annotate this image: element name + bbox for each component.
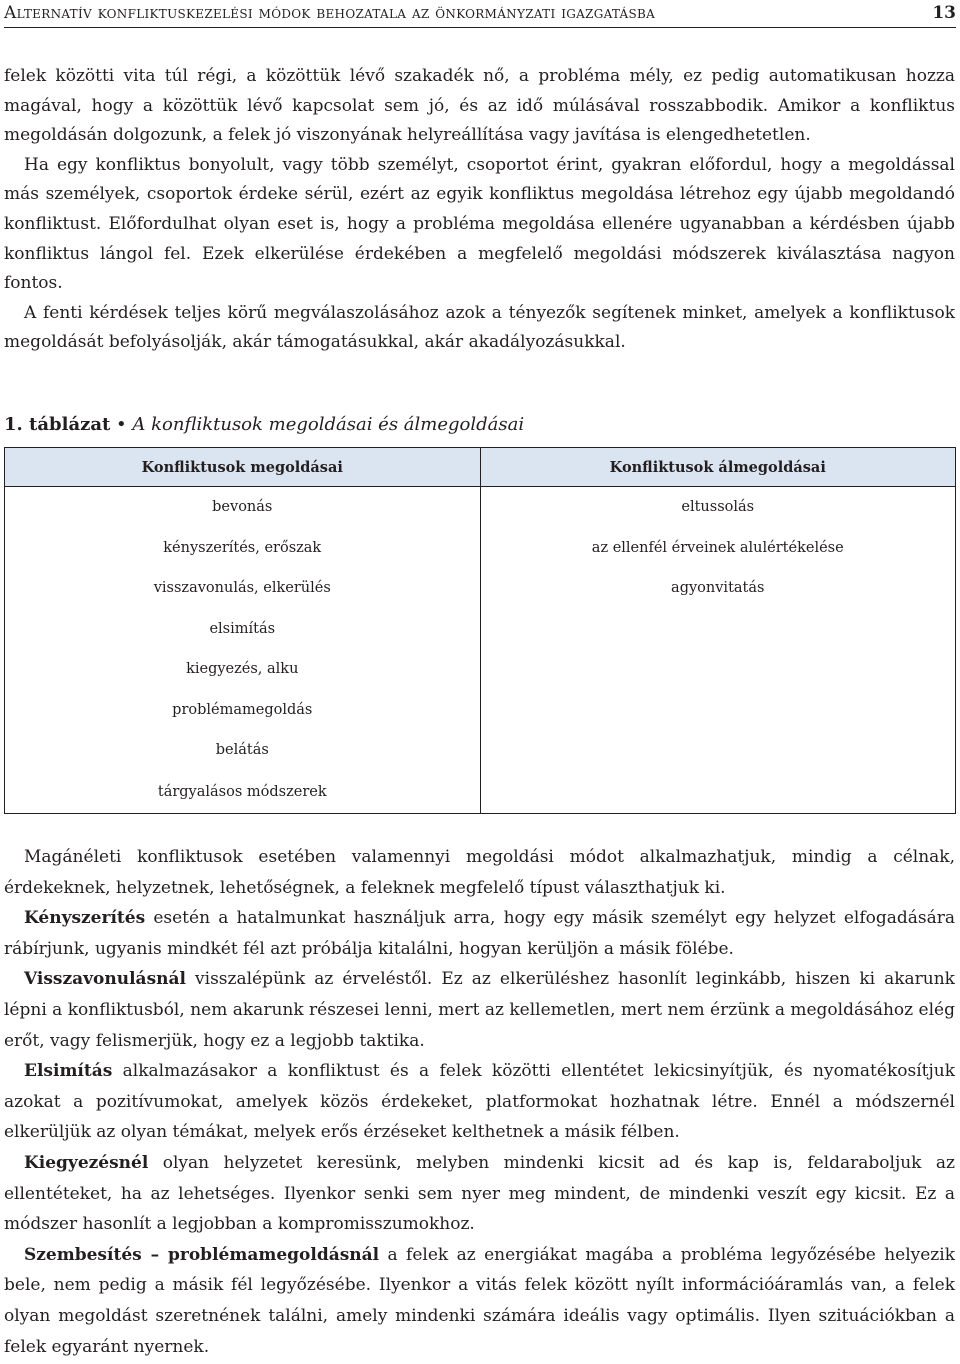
table-cell (480, 649, 956, 690)
table-cell: tárgyalásos módszerek (5, 771, 481, 814)
table-row (5, 649, 956, 690)
term-withdrawal: Visszavonulásnál (24, 969, 186, 990)
term-smoothing: Elsimítás (24, 1061, 113, 1082)
page-header (4, 0, 956, 28)
paragraph (4, 903, 955, 964)
paragraph-text: a felek az energiákat magába a probléma legyőzésébe helyezik bele, nem pedig a másik fél legyőzésébe. Ilyenkor a vitás felek között nyílt információáramlás van, a felek olyan megoldást szeretnének találni, amely mindenki számára ideális vagy optimális. Ilyen szituációkban a felek egyaránt nyernek. (4, 1244, 955, 1357)
table-header-row (5, 448, 956, 487)
paragraph-text: alkalmazásakor a konfliktust és a felek közötti ellentétet lekicsinyítjük, és nyomatékosítjuk azokat a pozitívumokat, amelyek közös érdekeket, platformokat hozhatnak létre. Ennél a módszernél elkerüljük az olyan témákat, melyek erős érzéseket kelthetnek a másik félben. (4, 1061, 955, 1143)
table-caption (4, 414, 524, 435)
table-cell: az ellenfél érveinek alulértékelése (480, 528, 956, 569)
table-row (5, 568, 956, 609)
term-coercion: Kényszerítés (24, 908, 146, 929)
table-cell (480, 609, 956, 650)
running-title: Alternatív konfliktuskezelési módok behozatala az önkormányzati igazgatásba (4, 3, 656, 23)
table-row (5, 528, 956, 569)
table-cell: problémamegoldás (5, 690, 481, 731)
term-compromise: Kiegyezésnél (24, 1152, 149, 1173)
table-caption-label: 1. táblázat (4, 414, 111, 435)
paragraph: Ha egy konfliktus bonyolult, vagy több személyt, csoportot érint, gyakran előfordul, hogy a megoldással más személyek, csoportok érdeke sérül, ezért az egyik konfliktus megoldása létrehoz egy újabb megoldandó konfliktust. Előfordulhat olyan eset is, hogy a probléma megoldása ellenére ugyanabban a kérdésben újabb konfliktus lángol fel. Ezek elkerülése érdekében a megfelelő megoldási módszerek kiválasztása nagyon fontos. (4, 154, 955, 294)
intro-text-block (4, 62, 955, 358)
paragraph-text: esetén a hatalmunkat használjuk arra, hogy egy másik személyt egy helyzet elfogadására rábírjunk, ugyanis mindkét fél azt próbálja kitalálni, hogyan kerüljön a másik fölébe. (4, 908, 955, 959)
table-cell: visszavonulás, elkerülés (5, 568, 481, 609)
methods-text-block (4, 842, 955, 1362)
table-row (5, 771, 956, 814)
table-row (5, 487, 956, 528)
table-cell (480, 690, 956, 731)
paragraph-text: olyan helyzetet keresünk, melyben mindenki kicsit ad és kap is, feldaraboljuk az ellentéteket, ha az lehetséges. Ilyenkor senki sem nyer meg mindent, de mindenki veszít egy kicsit. Ez a módszer hasonlít a legjobban a kompromisszumokhoz. (4, 1152, 955, 1235)
table-row (5, 730, 956, 771)
paragraph (4, 1240, 955, 1362)
paragraph (4, 964, 955, 1056)
page-number: 13 (932, 3, 956, 23)
table-cell: eltussolás (480, 487, 956, 528)
table-row (5, 609, 956, 650)
paragraph (4, 842, 955, 903)
table-cell: belátás (5, 730, 481, 771)
table-cell (480, 730, 956, 771)
table-row (5, 690, 956, 731)
caption-separator: • (110, 414, 133, 435)
term-confrontation: Szembesítés – problémamegoldásnál (24, 1244, 380, 1265)
table-cell: kényszerítés, erőszak (5, 528, 481, 569)
column-header-pseudo-solutions: Konfliktusok álmegoldásai (480, 448, 956, 487)
table-cell: kiegyezés, alku (5, 649, 481, 690)
table-cell: bevonás (5, 487, 481, 528)
paragraph-text: visszalépünk az érveléstől. Ez az elkerüléshez hasonlít leginkább, hiszen ki akarunk lépni a konfliktusból, nem akarunk részesei lenni, mert az kellemetlen, mert nem érzünk a megoldásához elég erőt, vagy felismerjük, hogy ez a legjobb taktika. (4, 969, 955, 1051)
table-cell (480, 771, 956, 814)
paragraph (4, 1148, 955, 1240)
column-header-solutions: Konfliktusok megoldásai (5, 448, 481, 487)
table-cell: elsimítás (5, 609, 481, 650)
paragraph: felek közötti vita túl régi, a közöttük lévő szakadék nő, a probléma mély, ez pedig automatikusan hozza magával, hogy a közöttük lévő kapcsolat sem jó, és az idő múlásával rosszabbodik. Amikor a konfliktus megoldásán dolgozunk, a felek jó viszonyának helyreállítása vagy javítása is elengedhetetlen. (4, 66, 955, 146)
paragraph (4, 1056, 955, 1148)
paragraph: A fenti kérdések teljes körű megválaszolásához azok a tényezők segítenek minket, amelyek a konfliktusok megoldását befolyásolják, akár támogatásukkal, akár akadályozásukkal. (4, 302, 955, 353)
table-caption-title: A konfliktusok megoldásai és álmegoldásai (132, 414, 525, 435)
table-cell: agyonvitatás (480, 568, 956, 609)
conflict-solutions-table (4, 447, 956, 814)
paragraph-text: Magánéleti konfliktusok esetében valamennyi megoldási módot alkalmazhatjuk, mindig a célnak, érdekeknek, helyzetnek, lehetőségnek, a feleknek megfelelő típust választhatjuk ki. (4, 847, 955, 898)
